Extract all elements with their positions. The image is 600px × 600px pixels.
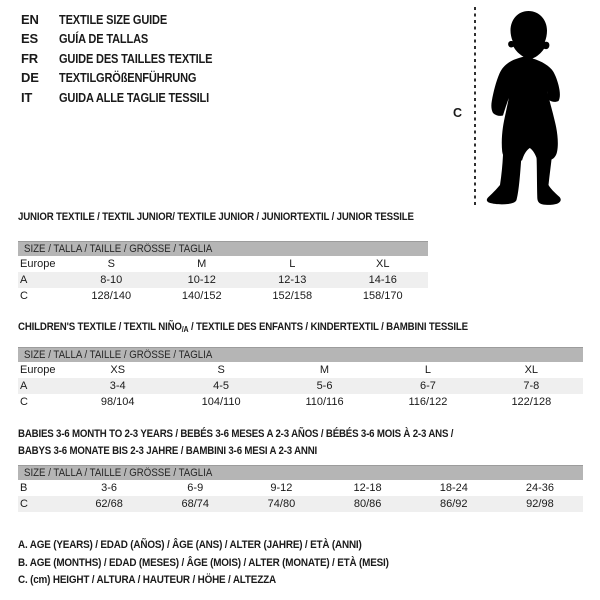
size-table-babies-section — [18, 426, 583, 512]
table-row — [18, 496, 583, 512]
babies-table-title-line2: BABYS 3-6 MONATE BIS 2-3 JAHRE / BAMBINI 3-6 MESI A 2-3 ANNI — [18, 445, 318, 457]
size-cell: 10-12 — [187, 274, 216, 286]
size-cell: 4-5 — [213, 380, 230, 392]
height-measure-dashed-line — [474, 7, 476, 206]
row-label: C — [20, 290, 28, 302]
size-table-junior-section — [18, 211, 428, 304]
size-cell: 5-6 — [316, 380, 333, 392]
junior-table-title: JUNIOR TEXTILE / TEXTIL JUNIOR/ TEXTILE JUNIOR / JUNIORTEXTIL / JUNIOR TESSILE — [18, 211, 414, 223]
table-row — [18, 256, 428, 272]
table-row — [18, 480, 583, 496]
babies-table-title-line1: BABIES 3-6 MONTH TO 2-3 YEARS / BEBÉS 3-6 MESES A 2-3 AÑOS / BÉBÉS 3-6 MOIS À 2-3 ANS / — [18, 428, 454, 440]
size-cell: 6-9 — [187, 482, 204, 494]
size-cell: 3-4 — [109, 380, 126, 392]
size-cell: 86/92 — [440, 498, 468, 510]
size-cell: XS — [110, 364, 126, 376]
footnote-b: B. AGE (MONTHS) / EDAD (MESES) / ÂGE (MOIS) / ALTER (MONATE) / ETÀ (MESI) — [18, 556, 389, 569]
guide-title-en: TEXTILE SIZE GUIDE — [59, 12, 168, 27]
guide-title-es: GUÍA DE TALLAS — [59, 31, 149, 47]
guide-title-fr: GUIDE DES TAILLES TEXTILE — [59, 50, 213, 66]
language-row — [21, 29, 239, 48]
size-cell: 12-13 — [278, 274, 307, 286]
size-cell: 140/152 — [181, 290, 222, 302]
size-cell: L — [424, 364, 431, 376]
table-row — [18, 362, 583, 378]
row-label: Europe — [20, 364, 56, 376]
size-cell: 116/122 — [408, 396, 448, 408]
size-header-bar: SIZE / TALLA / TAILLE / GRÖSSE / TAGLIA — [18, 241, 428, 256]
language-code: FR — [21, 50, 38, 66]
size-header-bar: SIZE / TALLA / TAILLE / GRÖSSE / TAGLIA — [18, 465, 583, 480]
size-header-bar: SIZE / TALLA / TAILLE / GRÖSSE / TAGLIA — [18, 347, 583, 362]
babies-size-table — [18, 465, 583, 512]
size-cell: 12-18 — [353, 482, 382, 494]
guide-title-it: GUIDA ALLE TAGLIE TESSILI — [59, 89, 210, 105]
height-measure-label: C — [453, 106, 463, 120]
table-row — [18, 394, 583, 410]
size-cell: 62/68 — [95, 498, 123, 510]
size-cell: 24-36 — [525, 482, 555, 494]
size-cell: 3-6 — [101, 482, 118, 494]
size-cell: 152/158 — [272, 290, 313, 302]
size-cell: 7-8 — [523, 380, 540, 392]
footnotes — [18, 537, 430, 590]
size-cell: 98/104 — [100, 396, 135, 408]
size-cell: 14-16 — [368, 274, 397, 286]
size-cell: 80/86 — [353, 498, 382, 510]
size-cell: M — [197, 258, 207, 270]
toddler-silhouette-icon — [483, 8, 565, 206]
language-row — [21, 68, 239, 87]
size-table-children-section — [18, 321, 583, 410]
guide-title-de: TEXTILGRÖßENFÜHRUNG — [59, 70, 197, 86]
table-row — [18, 272, 428, 288]
language-code: EN — [21, 12, 39, 27]
language-code: ES — [21, 31, 38, 47]
size-cell: 6-7 — [419, 380, 436, 392]
size-cell: M — [319, 364, 330, 376]
language-row — [21, 10, 239, 29]
size-cell: 74/80 — [267, 498, 296, 510]
language-row — [21, 88, 239, 107]
table-row — [18, 288, 428, 304]
size-cell: S — [107, 258, 115, 270]
size-cell: 122/128 — [511, 396, 552, 408]
row-label: B — [20, 482, 28, 494]
footnote-c: C. (cm) HEIGHT / ALTURA / HAUTEUR / HÖHE / ALTEZZA — [18, 574, 276, 586]
size-cell: S — [217, 364, 225, 376]
language-code: IT — [21, 89, 33, 105]
children-table-title: CHILDREN'S TEXTILE / TEXTIL NIÑO/A / TEXTILE DES ENFANTS / KINDERTEXTIL / BAMBINI TESSILE — [18, 321, 468, 334]
children-size-table — [18, 347, 583, 410]
size-cell: XL — [524, 364, 539, 376]
size-cell: 158/170 — [362, 290, 403, 302]
footnote-a: A. AGE (YEARS) / EDAD (AÑOS) / ÂGE (ANS) / ALTER (JAHRE) / ETÀ (ANNI) — [18, 539, 362, 551]
language-code: DE — [21, 70, 39, 86]
row-label: Europe — [20, 258, 56, 270]
junior-size-table — [18, 241, 428, 304]
row-label: C — [20, 396, 28, 408]
size-cell: 104/110 — [201, 396, 241, 408]
size-cell: L — [289, 258, 296, 270]
size-cell: 9-12 — [270, 482, 293, 494]
size-cell: 18-24 — [439, 482, 468, 494]
size-cell: 128/140 — [91, 290, 132, 302]
row-label: C — [20, 498, 28, 510]
row-label: A — [20, 274, 28, 286]
table-row — [18, 378, 583, 394]
size-cell: XL — [376, 258, 390, 270]
size-cell: 68/74 — [181, 498, 210, 510]
size-cell: 8-10 — [100, 274, 123, 286]
size-cell: 92/98 — [526, 498, 554, 510]
language-header — [21, 10, 239, 107]
size-cell: 110/116 — [305, 396, 344, 408]
row-label: A — [20, 380, 28, 392]
language-row — [21, 49, 239, 68]
